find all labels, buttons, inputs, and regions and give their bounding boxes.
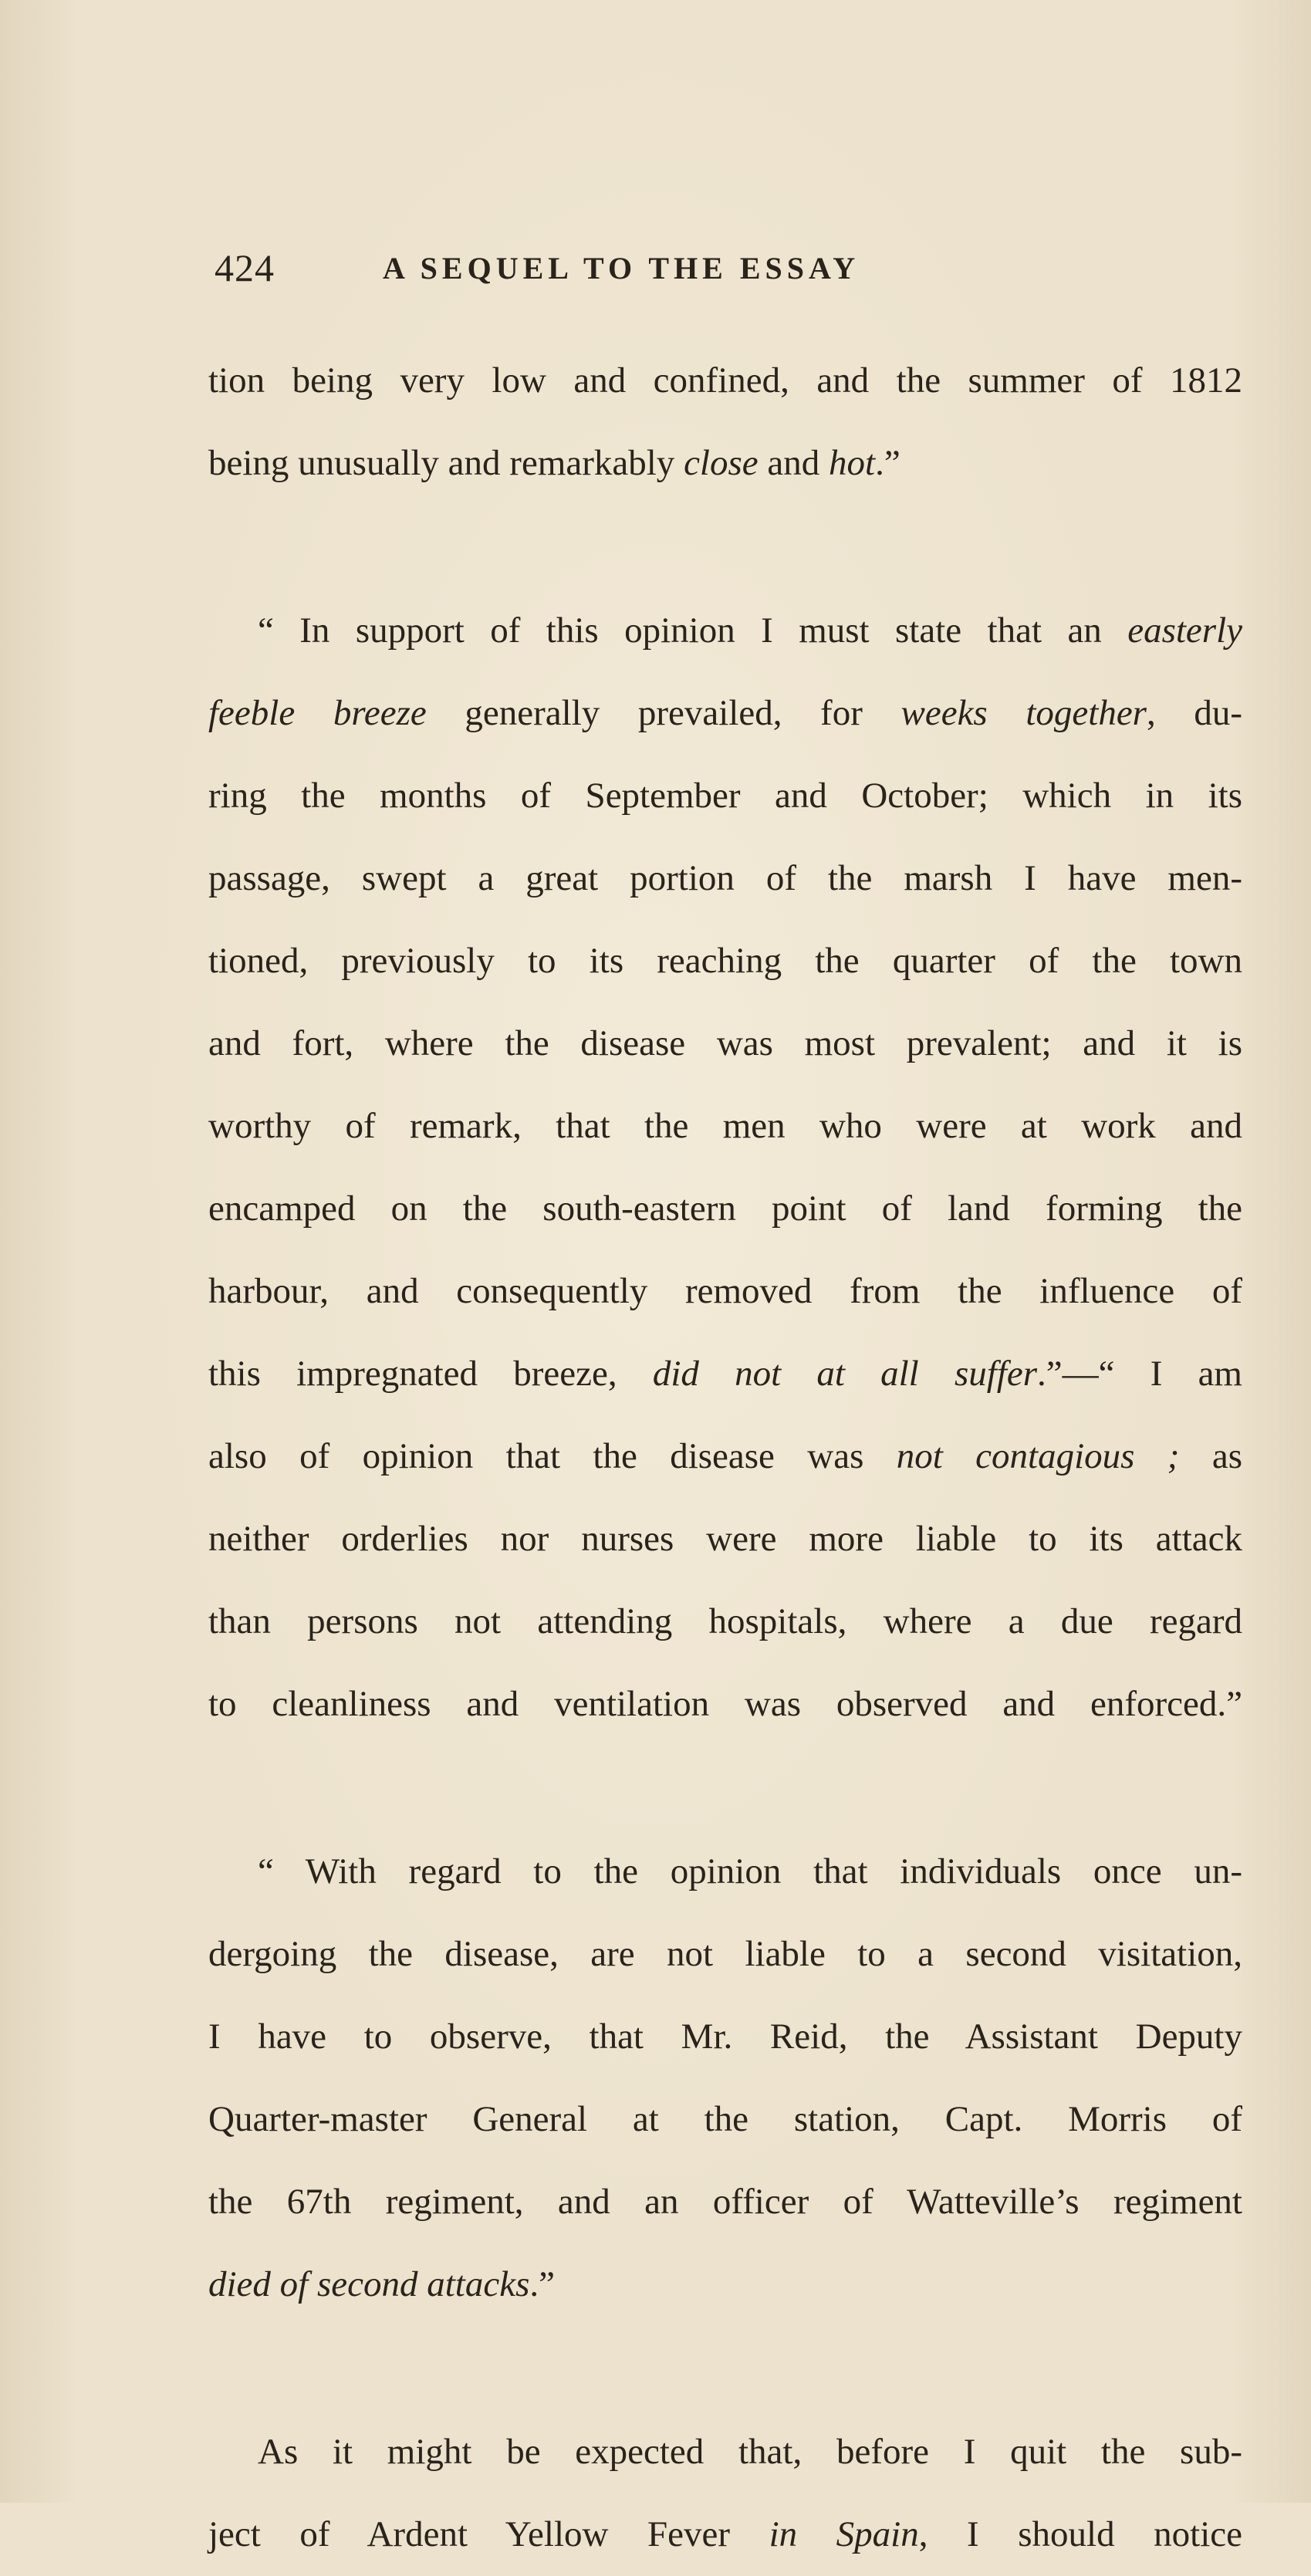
paragraph-quote-second-attacks	[208, 1831, 1242, 2326]
text-line: dergoing the disease, are not liable to a second visitation,	[208, 1934, 1242, 1974]
text-line: tioned, previously to its reaching the quarter of the town	[208, 941, 1242, 981]
text-line: ring the months of September and October; which in its	[208, 776, 1242, 816]
text-line: encamped on the south-eastern point of land forming the	[208, 1188, 1242, 1229]
page-header	[0, 245, 1311, 307]
text-line: passage, swept a great portion of the marsh I have men-	[208, 858, 1242, 898]
running-head: A SEQUEL TO THE ESSAY	[383, 251, 860, 286]
text-line: this impregnated breeze, did not at all suffer.”—“ I am	[208, 1354, 1242, 1394]
page-number: 424	[215, 246, 275, 289]
paragraph-spacer	[208, 1746, 1242, 1831]
text-line: “ In support of this opinion I must state that an easterly	[258, 610, 1242, 651]
text-line: tion being very low and confined, and the summer of 1812	[208, 360, 1242, 401]
text-line: also of opinion that the disease was not contagious ; as	[208, 1436, 1242, 1476]
text-line: ject of Ardent Yellow Fever in Spain, I should notice	[208, 2514, 1242, 2554]
text-line: “ With regard to the opinion that individuals once un-	[258, 1851, 1242, 1891]
paragraph-quote-easterly-breeze	[208, 590, 1242, 1746]
text-line: Quarter-master General at the station, Capt. Morris of	[208, 2099, 1242, 2139]
paragraph-spacer	[208, 505, 1242, 590]
text-line: and fort, where the disease was most prevalent; and it is	[208, 1023, 1242, 1063]
text-line: As it might be expected that, before I quit the sub-	[258, 2432, 1242, 2472]
text-line: being unusually and remarkably close and hot.”	[208, 443, 900, 483]
text-line: feeble breeze generally prevailed, for weeks together, du-	[208, 693, 1243, 733]
paragraph-spacer	[208, 2326, 1242, 2411]
text-line: the 67th regiment, and an officer of Watteville’s regiment	[208, 2182, 1242, 2222]
paragraph-continuation	[208, 340, 1242, 505]
text-line: harbour, and consequently removed from the influence of	[208, 1271, 1242, 1311]
text-line: neither orderlies nor nurses were more liable to its attack	[208, 1519, 1242, 1559]
text-line: worthy of remark, that the men who were at work and	[208, 1106, 1242, 1146]
text-line: died of second attacks.”	[208, 2264, 555, 2304]
body-text	[208, 340, 1242, 2576]
text-line: I have to observe, that Mr. Reid, the Assistant Deputy	[208, 2017, 1242, 2057]
paragraph-ardent-yellow-fever	[208, 2411, 1242, 2576]
text-line: to cleanliness and ventilation was observed and enforced.”	[208, 1684, 1242, 1724]
text-line: than persons not attending hospitals, where a due regard	[208, 1601, 1242, 1641]
